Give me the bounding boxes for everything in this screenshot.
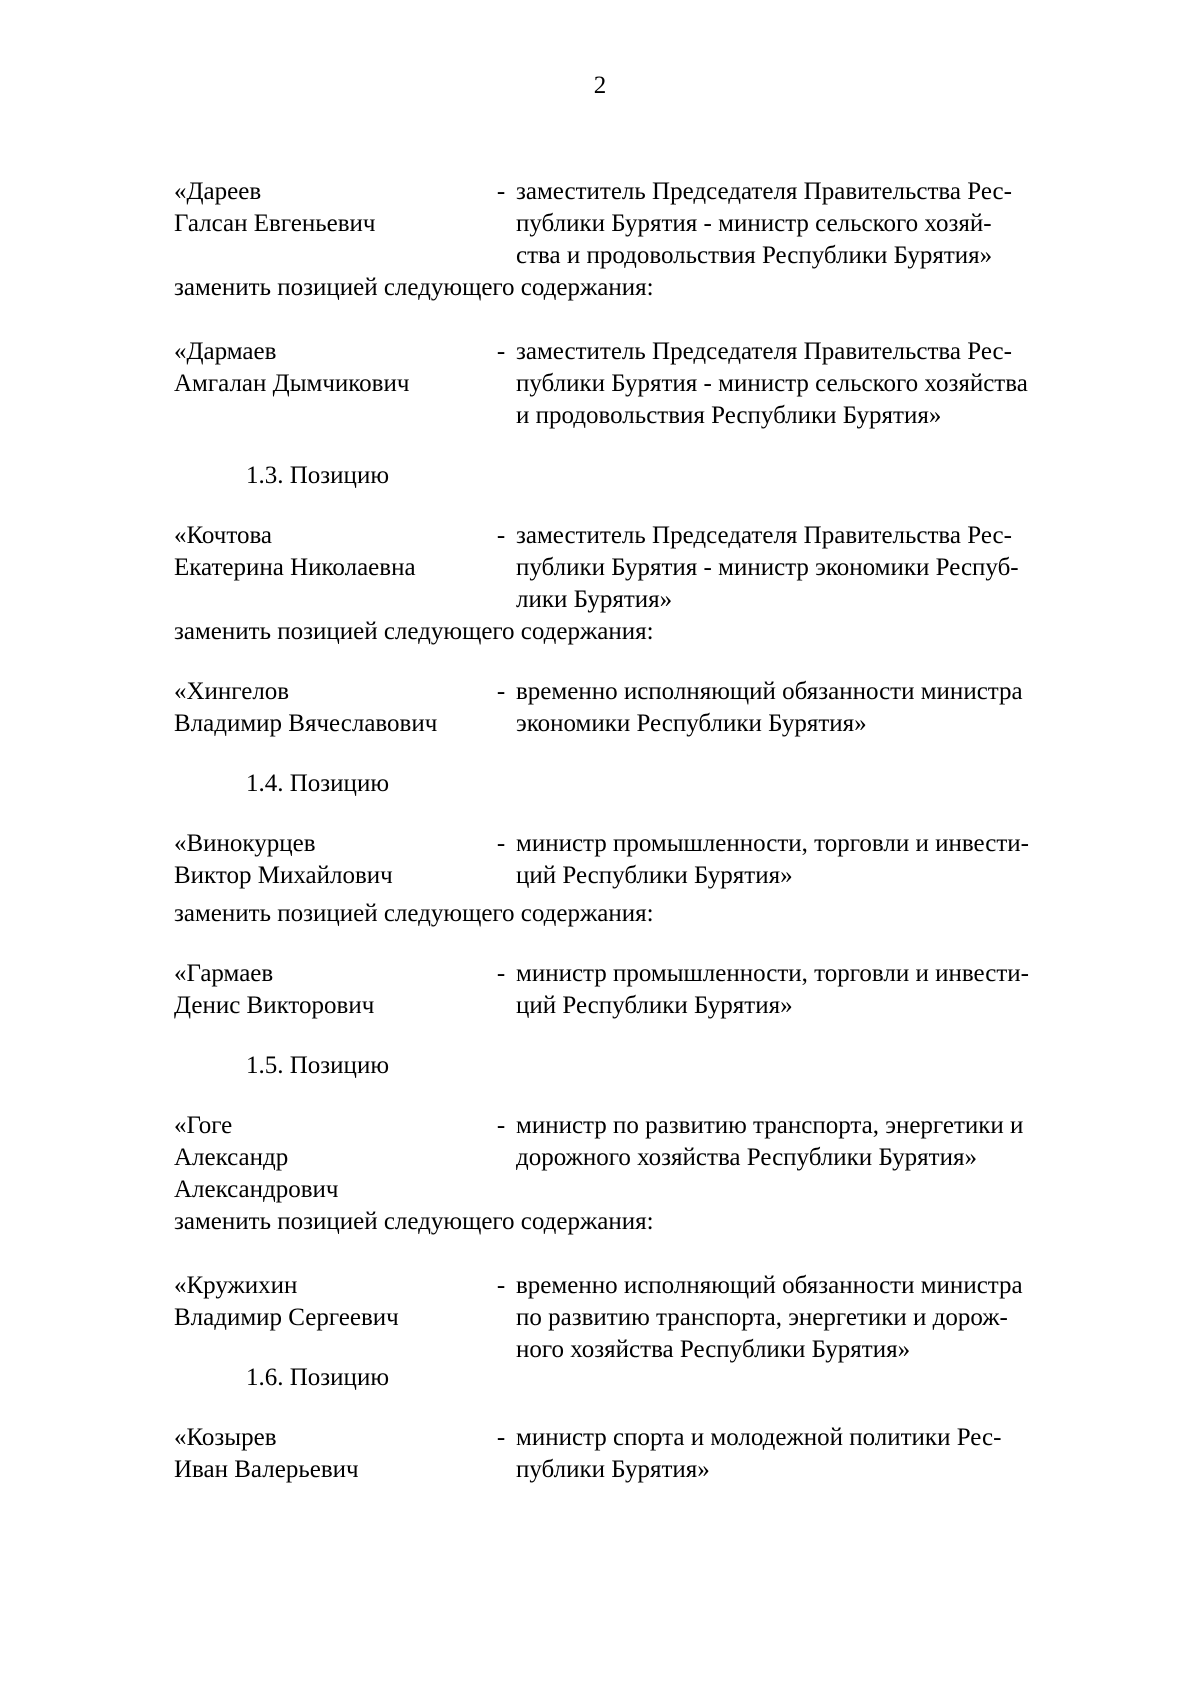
position-description: временно исполняющий обязанности министра экономики Республики Бурятия» bbox=[516, 678, 1023, 737]
dash: - bbox=[496, 1424, 506, 1451]
person-name: «Винокурцев Виктор Михайлович bbox=[174, 830, 393, 889]
dash: - bbox=[496, 1112, 506, 1139]
point-heading: 1.6. Позицию bbox=[246, 1364, 389, 1391]
position-description: министр по развитию транспорта, энергетики и дорожного хозяйства Республики Бурятия» bbox=[516, 1112, 1024, 1171]
position-description: заместитель Председателя Правительства Рес- публики Бурятия - министр сельского хозяйства и продовольствия Республики Бурятия» bbox=[516, 338, 1028, 429]
dash: - bbox=[496, 178, 506, 205]
entry-goge bbox=[174, 1110, 1110, 1206]
dash: - bbox=[496, 1272, 506, 1299]
person-name: «Гоге Александр Александрович bbox=[174, 1112, 339, 1203]
position-description: министр промышленности, торговли и инвести- ций Республики Бурятия» bbox=[516, 830, 1029, 889]
document-body bbox=[174, 176, 1110, 1486]
person-name: «Гармаев Денис Викторович bbox=[174, 960, 375, 1019]
person-name: «Хингелов Владимир Вячеславович bbox=[174, 678, 438, 737]
position-description: заместитель Председателя Правительства Рес- публики Бурятия - министр экономики Респуб- лики Бурятия» bbox=[516, 522, 1019, 613]
point-heading: 1.4. Позицию bbox=[246, 770, 389, 797]
person-name: «Дармаев Амгалан Дымчикович bbox=[174, 338, 410, 397]
entry-kochtova bbox=[174, 520, 1110, 616]
position-description: временно исполняющий обязанности министра по развитию транспорта, энергетики и дорож- ного хозяйства Республики Бурятия» bbox=[516, 1272, 1023, 1363]
point-heading: 1.3. Позицию bbox=[246, 462, 389, 489]
page-number: 2 bbox=[593, 72, 607, 99]
position-description: министр спорта и молодежной политики Рес- публики Бурятия» bbox=[516, 1424, 1002, 1483]
position-description: министр промышленности, торговли и инвести- ций Республики Бурятия» bbox=[516, 960, 1029, 1019]
point-heading: 1.5. Позицию bbox=[246, 1052, 389, 1079]
dash: - bbox=[496, 338, 506, 365]
entry-khingelov bbox=[174, 676, 1110, 740]
entry-dareev bbox=[174, 176, 1110, 272]
dash: - bbox=[496, 678, 506, 705]
dash: - bbox=[496, 522, 506, 549]
person-name: «Козырев Иван Валерьевич bbox=[174, 1424, 359, 1483]
entry-darmaev bbox=[174, 336, 1110, 432]
person-name: «Кружихин Владимир Сергеевич bbox=[174, 1272, 399, 1331]
replace-line: заменить позицией следующего содержания: bbox=[174, 900, 654, 927]
replace-line: заменить позицией следующего содержания: bbox=[174, 274, 654, 301]
replace-line: заменить позицией следующего содержания: bbox=[174, 1208, 654, 1235]
dash: - bbox=[496, 830, 506, 857]
entry-vinokurtsev bbox=[174, 828, 1110, 892]
person-name: «Дареев Галсан Евгеньевич bbox=[174, 178, 376, 237]
replace-line: заменить позицией следующего содержания: bbox=[174, 618, 654, 645]
position-description: заместитель Председателя Правительства Рес- публики Бурятия - министр сельского хозяй- ства и продовольствия Республики Бурятия» bbox=[516, 178, 1012, 269]
dash: - bbox=[496, 960, 506, 987]
entry-garmaev bbox=[174, 958, 1110, 1022]
entry-kozyrev bbox=[174, 1422, 1110, 1486]
person-name: «Кочтова Екатерина Николаевна bbox=[174, 522, 416, 581]
entry-kruzhikhin bbox=[174, 1270, 1110, 1366]
